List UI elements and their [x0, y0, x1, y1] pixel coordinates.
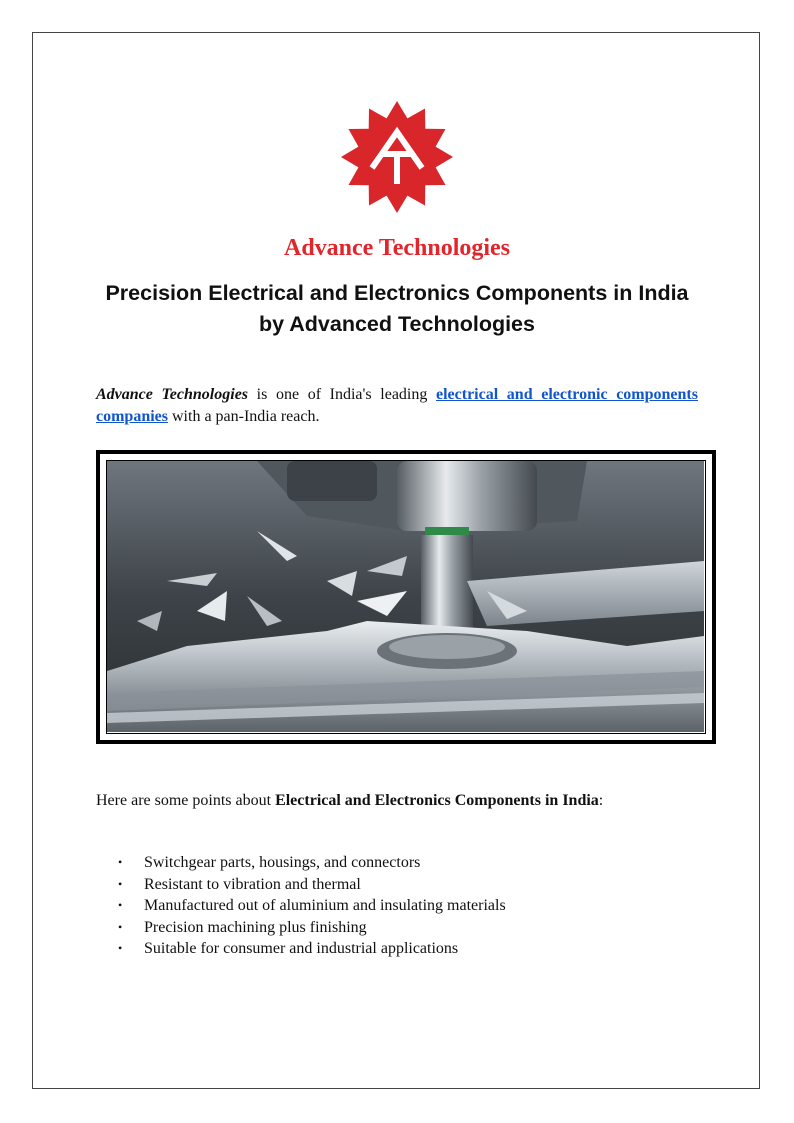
- list-item: [96, 895, 716, 917]
- points-intro-bold: Electrical and Electronics Components in India: [275, 792, 599, 809]
- list-item: [96, 917, 716, 939]
- points-intro-text: Here are some points about: [96, 792, 276, 809]
- components-companies-link[interactable]: electrical and electronic components companies: [96, 386, 698, 425]
- list-item: [96, 874, 716, 896]
- intro-paragraph: [96, 384, 698, 428]
- points-intro-end: :: [598, 792, 604, 809]
- intro-text: is one of India's leading: [248, 386, 436, 403]
- intro-text-end: with a pan-India reach.: [168, 408, 320, 425]
- red-sunburst-logo-icon: [340, 100, 454, 214]
- points-intro: [96, 790, 716, 812]
- bullet-icon: •: [118, 898, 123, 912]
- list-item-text: Suitable for consumer and industrial applications: [144, 940, 459, 957]
- list-item: [96, 852, 716, 874]
- bullet-icon: •: [118, 919, 123, 934]
- company-name: Advance Technologies: [283, 235, 511, 261]
- list-item-text: Precision machining plus finishing: [144, 918, 367, 936]
- intro-company-name: Advance Technologies: [96, 386, 249, 403]
- list-item-text: Resistant to vibration and thermal: [144, 875, 361, 893]
- points-list: [96, 852, 716, 960]
- bullet-icon: •: [118, 941, 123, 955]
- list-item-text: Manufactured out of aluminium and insulating materials: [144, 897, 506, 914]
- page-title: Precision Electrical and Electronics Components in India by Advanced Technologies: [105, 281, 689, 336]
- cnc-milling-photo-icon: [106, 460, 706, 734]
- photo-frame: [96, 450, 716, 744]
- list-item: [96, 938, 716, 960]
- bullet-icon: •: [118, 855, 123, 869]
- list-item-text: Switchgear parts, housings, and connectors: [144, 854, 421, 871]
- bullet-icon: •: [118, 876, 123, 891]
